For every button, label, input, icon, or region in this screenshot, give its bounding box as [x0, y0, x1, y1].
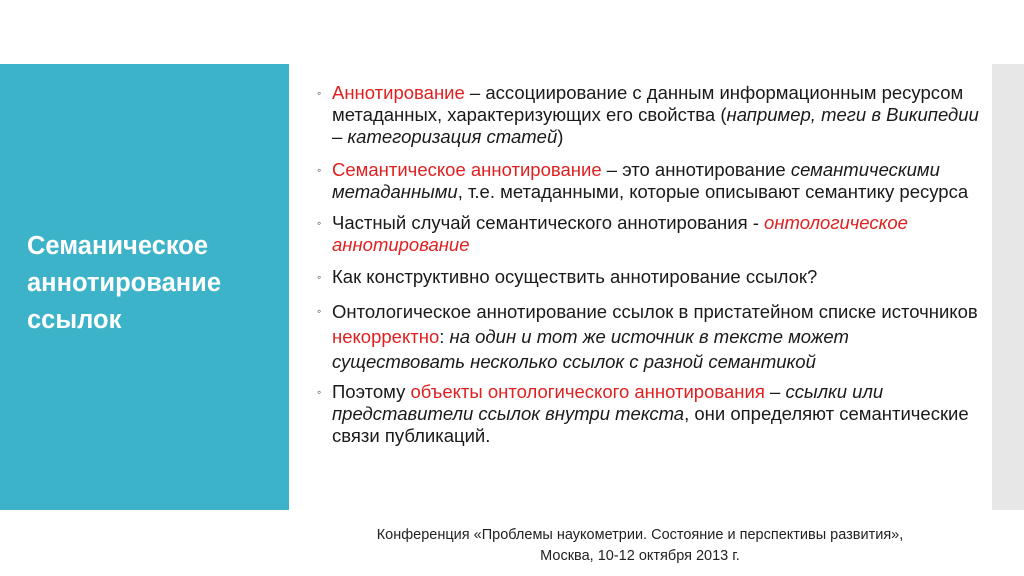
- term-semantic-annotation: Семантическое аннотирование: [332, 159, 602, 180]
- bullet-text-sep: :: [439, 326, 450, 347]
- bullet-text-end: ): [557, 126, 564, 147]
- footer: [290, 525, 990, 567]
- bullet-text-end: , т.е. метаданными, которые описывают семантику ресурса: [457, 181, 969, 202]
- bullet-icon: ◦: [317, 385, 322, 399]
- bullet-item-ontological: [313, 212, 983, 256]
- italic-text: ссылки или представители ссылок внутри текста: [332, 381, 884, 424]
- bullet-icon: ◦: [317, 304, 322, 318]
- slide-title: Семаническое аннотирование ссылок: [27, 232, 222, 334]
- italic-text: на один и тот же источник в тексте может существовать несколько ссылок с разной семантикой: [332, 326, 849, 372]
- bullet-text: Как конструктивно осуществить аннотирование ссылок?: [332, 266, 818, 287]
- bullet-text: – это аннотирование: [601, 159, 791, 180]
- term-objects: объекты онтологического аннотирования: [410, 381, 765, 402]
- bullet-text-sep: –: [764, 381, 786, 402]
- bullet-text-end: , они определяют семантические связи публикаций.: [332, 403, 969, 446]
- bullet-text: – ассоциирование с данным информационным ресурсом метаданных, характеризующих его свойства (: [332, 82, 964, 125]
- bullet-item-question: [313, 266, 983, 288]
- footer-line-place-date: Москва, 10-12 октября 2013 г.: [540, 548, 740, 564]
- footer-line-conference: Конференция «Проблемы наукометрии. Состояние и перспективы развития»,: [376, 527, 904, 543]
- bullet-icon: ◦: [317, 163, 322, 177]
- bullet-icon: ◦: [317, 216, 322, 230]
- bullet-text: Поэтому: [332, 381, 411, 402]
- italic-text: семантическими метаданными: [332, 159, 940, 202]
- bullet-item-semantic-annotation: [313, 159, 983, 203]
- side-strip: [992, 64, 1024, 510]
- bullet-item-incorrect: [313, 299, 983, 374]
- term-incorrect: некорректно: [332, 326, 440, 347]
- bullet-icon: ◦: [317, 86, 322, 100]
- bullet-text: Онтологическое аннотирование ссылок в пристатейном списке источников: [332, 301, 978, 322]
- term-annotation: Аннотирование: [332, 82, 465, 103]
- example-text: например, теги в Википедии – категоризация статей: [332, 104, 979, 147]
- bullet-item-annotation: [313, 82, 983, 148]
- bullet-item-objects: [313, 381, 983, 447]
- bullet-list: [313, 82, 983, 447]
- bullet-icon: ◦: [317, 270, 322, 284]
- bullet-text: Частный случай семантического аннотирования -: [332, 212, 765, 233]
- term-ontological-annotation: онтологическое аннотирование: [332, 212, 908, 255]
